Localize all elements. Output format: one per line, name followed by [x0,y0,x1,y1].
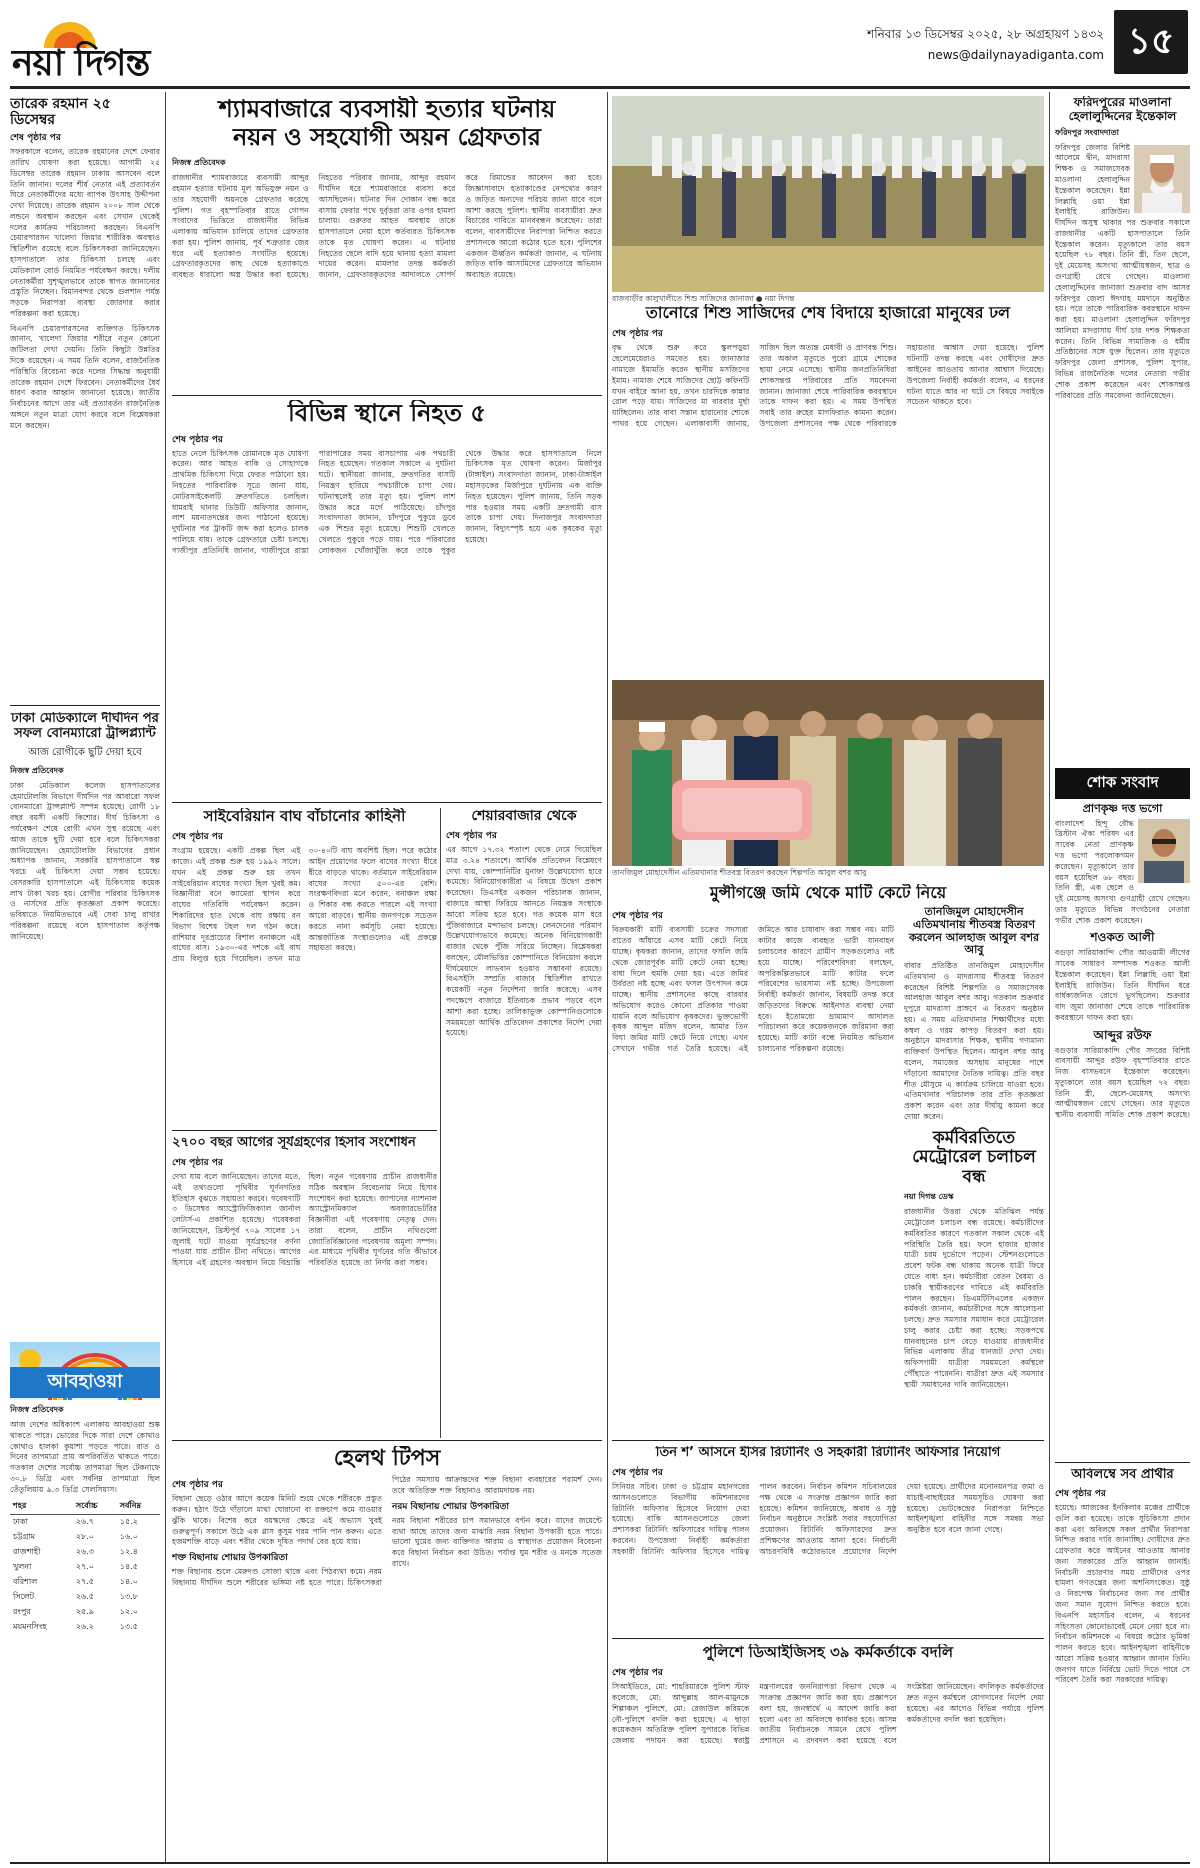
nihoto-headline[interactable]: বিভিন্ন স্থানে নিহত ৫ [288,400,486,427]
main-story [172,96,602,392]
shok-body-1: বাংলাদেশ হিন্দু বৌদ্ধ খ্রিস্টান ঐক্য পরিষদ এর সাবেক নেতা প্রাণকৃষ্ণ দত্ত ভগো পরলোকগমন করেছেন। মৃত্যুকালে তার বয়স হয়েছিল ৬৮ বছর। তিনি স্ত্রী, এক ছেলে ও দুই মেয়েসহ অসংখ্য গুণগ্রাহী রেখে গেছেন। তার মৃত্যুতে বিভিন্ন সংগঠনের নেতারা গভীর শোক প্রকাশ করেছেন। [1055,818,1190,925]
city-cell: ময়মনসিংহ [13,1622,47,1632]
max-cell: ২৭.৫ [75,1577,94,1587]
shok-name-1[interactable]: প্রাণকৃষ্ণ দত্ত ভগো [1082,802,1163,815]
munshiganj-text-col [612,906,894,1390]
site-link[interactable]: news@dailynayadiganta.com [927,48,1104,62]
tarek-continued: শেষ পৃষ্ঠার পর [10,133,61,144]
obilombe-headline[interactable]: অবিলম্বে সব প্রার্থীর [1071,1468,1174,1482]
tin-story [612,1446,1044,1634]
shishu-body: বৃদ্ধ থেকে শুরু করে স্কুলপড়ুয়া ছেলেমেয়েরাও সমবেত হয়। জানাজার নামাজে ইমামতি করেন স্থানীয় মসজিদের ইমাম। নামাজ শেষে সাজিদের ছোট্ট কফিনটি যখন বাইরে আনা হয়, তখন চারদিকে কান্নার রোল পড়ে যায়। সাজিদের মা বারবার মূর্ছা যাচ্ছিলেন। তার বাবা সন্তান হারানোর শোকে পাথর হয়ে গেছেন। এলাকাবাসী জানায়, সাজিদ ছিল অত্যন্ত মেধাবী ও প্রাণবন্ত শিশু। তার অকাল মৃত্যুতে পুরো গ্রামে শোকের ছায়া নেমে এসেছে। স্থানীয় জনপ্রতিনিধিরা শোকসন্তপ্ত পরিবারের প্রতি সমবেদনা জানান। জানাজা শেষে পারিবারিক কবরস্থানে তাকে দাফন করা হয়। এ সময় উপস্থিত সবাই তার রুহের মাগফিরাত কামনা করেন। উপজেলা প্রশাসনের পক্ষ থেকে পরিবারকে সহায়তার আশ্বাস দেয়া হয়েছে। পুলিশ ঘটনাটি তদন্ত করছে এবং দোষীদের দ্রুত আইনের আওতায় আনার আশ্বাস দিয়েছে। উপজেলা নির্বাহী কর্মকর্তা বলেন, এ ধরনের ঘটনা যাতে আর না ঘটে সে বিষয়ে সবাইকে সচেতন থাকতে হবে। [612,343,1044,428]
main-byline: নিজস্ব প্রতিবেদক [172,158,226,168]
divider [612,1638,1044,1639]
weather-table-head [10,1499,160,1515]
city-cell: চট্টগ্রাম [13,1532,36,1542]
health-body-3: নরম বিছানা শরীরের চাপ সমানভাবে বণ্টন করে। যাদের জয়েন্টে ব্যথা আছে তাদের জন্য মাঝারি নরম বিছানা উপকারী হতে পারে। ভালো ঘুমের জন্য ব্যক্তিগত আরাম ও স্বাস্থ্যগত প্রয়োজন বিবেচনা করে বিছানা নির্বাচন করা উচিত। পর্যাপ্ত ঘুম শরীর ও মনকে সতেজ রাখে। [392,1515,602,1568]
health-subhead-1: শক্ত বিছানায় শোয়ার উপকারিতা [172,1553,288,1564]
city-cell: বরিশাল [13,1577,38,1587]
police-body: সিআইডিতে, মো: শাহরিয়ারকে পুলিশ স্টাফ কলেজে, মো: আব্দুল্লাহ আল-মামুনকে শিল্পাঞ্চল পুলিশে, মো: রেজাউল করিমকে নৌ-পুলিশে বদলি করা হয়েছে। এ ছাড়া কয়েকজন অতিরিক্ত পুলিশ সুপারকে বিভিন্ন জেলায় পদায়ন করা হয়েছে। স্বরাষ্ট্র মন্ত্রণালয়ের জননিরাপত্তা বিভাগ থেকে এ সংক্রান্ত প্রজ্ঞাপন জারি করা হয়। প্রজ্ঞাপনে বলা হয়, জনস্বার্থে এ আদেশ জারি করা হলো এবং তা অবিলম্বে কার্যকর হবে। আসন্ন জাতীয় নির্বাচনকে সামনে রেখে পুলিশ প্রশাসনে এ রদবদল করা হয়েছে বলে সংশ্লিষ্টরা জানিয়েছেন। বদলিকৃত কর্মকর্তাদের দ্রুত নতুন কর্মস্থলে যোগদানের নির্দেশ দেয়া হয়েছে। এর আগেও বিভিন্ন পর্যায়ে পুলিশ কর্মকর্তাদের বদলি করা হয়েছিল। [612,1682,1044,1746]
etim-photo[interactable] [612,680,1044,866]
min-cell: ১২.৪ [119,1547,138,1557]
health-story [172,1446,602,1860]
police-headline[interactable]: পুলিশে ডিআইজিসহ ৩৯ কর্মকর্তাকে বদলি [702,1644,954,1661]
shok-portrait-1[interactable] [1138,819,1190,883]
column-divider [440,808,441,1438]
police-story [612,1644,1044,1860]
eclipse-story [172,1136,437,1436]
photo1-caption-text: রাজবাড়ীর কালুখালীতে শিশু সাজিদের জানাজা [612,294,754,303]
tiger-body: সংগ্রাম হয়েছে। একটি প্রকল্প ছিল এই কাজে। এই প্রকল্প শুরু হয় ১৯৯২ সালে। যখন এই প্রকল্প শুরু হয় তখন সাইবেরিয়ান বাঘের সংখ্যা ছিল খুবই কম। বিজ্ঞানীরা বনে ক্যামেরা স্থাপন করে বাঘের গতিবিধি পর্যবেক্ষণ করেন। শিকারিদের হাত থেকে বাঘ রক্ষায় বন বিভাগ বিশেষ টহল দল গঠন করে। রাশিয়ার দূরপ্রাচ্যের বিশাল বনাঞ্চলে এই বাঘের বাস। ১৯৩০-এর দশকে এই বাঘ প্রায় বিলুপ্ত হয়ে গিয়েছিল। তখন মাত্র ৩০-৪০টি বাঘ অবশিষ্ট ছিল। পরে কঠোর আইন প্রয়োগের ফলে বাঘের সংখ্যা ধীরে ধীরে বাড়তে থাকে। বর্তমানে সাইবেরিয়ান বাঘের সংখ্যা ৫০০-এর বেশি। সংরক্ষণবিদরা মনে করেন, বনাঞ্চল রক্ষা ও শিকার বন্ধ করতে পারলে এই সংখ্যা আরো বাড়বে। স্থানীয় জনগণকে সচেতন করতে নানা কর্মসূচি নেয়া হয়েছে। আন্তর্জাতিক সংস্থাগুলোও এই প্রকল্পে সহায়তা করছে। [172,846,437,964]
weather-col-min: সর্বনিম্ন [117,1499,160,1515]
metro-headline[interactable]: কর্মবিরতিতে মেট্রোরেল চলাচল বন্ধ [912,1127,1036,1187]
table-row [10,1605,160,1620]
dmch-body: ঢাকা মেডিক্যাল কলেজ হাসপাতালের হেমাটোলজি বিভাগে দীর্ঘদিন পর আবারো সফল বোনম্যারো ট্রান্সপ্ল্যান্ট সম্পন্ন হয়েছে। রোগী ১৮ বছর বয়সী একটি কিশোর। দীর্ঘ চিকিৎসা ও পর্যবেক্ষণ শেষে রোগী এখন সুস্থ রয়েছে এবং আজ তাকে ছুটি দেয়া হবে বলে চিকিৎসকরা জানিয়েছেন। হেমাটোলজি বিভাগের প্রধান অধ্যাপক জানান, সরকারি হাসপাতালে স্বল্প খরচে এই চিকিৎসা দেয়া সম্ভব হয়েছে। বেসরকারি হাসপাতালে এই চিকিৎসায় কয়েক লাখ টাকা খরচ হয়। রোগীর পরিবার চিকিৎসক ও নার্সদের প্রতি কৃতজ্ঞতা প্রকাশ করেছে। ভবিষ্যতে নিয়মিতভাবে এই সেবা চালু রাখার পরিকল্পনা রয়েছে বলে হাসপাতাল কর্তৃপক্ষ জানিয়েছে। [10,780,160,941]
obilombe-continued: শেষ পৃষ্ঠার পর [1055,1488,1106,1499]
health-body: বিছানা ছেড়ে ওঠার আগে কয়েক মিনিট শুয়ে থেকে শরীরকে প্রস্তুত করুন। হঠাৎ উঠে দাঁড়ালে মাথা ঘোরানো বা রক্তচাপ কমে যাওয়ার ঝুঁকি থাকে। বিশেষ করে বয়স্কদের ক্ষেত্রে এই অভ্যাস খুবই গুরুত্বপূর্ণ। সকালে উঠে এক গ্লাস কুসুম গরম পানি পান করুন। এতে হজমশক্তি বাড়ে এবং শরীর থেকে দূষিত পদার্থ বের হয়ে যায়। [172,1494,382,1547]
etim-col [904,906,1044,1390]
table-row [10,1560,160,1575]
column-divider [1049,92,1050,1862]
main-headline-line2[interactable]: নয়ন ও সহযোগী অয়ন গ্রেফতার [232,122,542,151]
nihoto-story [172,400,602,798]
weather-title: আবহাওয়া [10,1367,160,1398]
tarek-body: সফরকালে বলেন, তারেক রহমানের দেশে ফেরার তারিখ ঘোষণা করা হয়েছে। আগামী ২৫ ডিসেম্বর তারেক রহমান ঢাকায় আসবেন বলে তিনি জানান। দলের শীর্ষ নেতার এই প্রত্যাবর্তন ঘিরে নেতাকর্মীদের মধ্যে ব্যাপক উৎসাহ উদ্দীপনা দেখা দিয়েছে। তারেক রহমান ২০০৮ সাল থেকে লন্ডনে অবস্থান করছেন এবং সেখান থেকেই দলের কার্যক্রম পরিচালনা করছেন। বিএনপি চেয়ারপারসন খালেদা জিয়ার শারীরিক অবস্থাও স্থিতিশীল রয়েছে বলে চিকিৎসকরা জানিয়েছেন। হাসপাতালে তার চিকিৎসা চলছে এবং মেডিক্যাল বোর্ড নিয়মিত পর্যবেক্ষণ করছে। দলীয় নেতাকর্মীরা সুশৃঙ্খলভাবে তাকে স্বাগত জানানোর প্রস্তুতি নিচ্ছেন। বিমানবন্দর থেকে গুলশান পর্যন্ত সড়কে নিরাপত্তা ব্যবস্থা জোরদার করার পরিকল্পনা করা হয়েছে। [10,147,160,318]
blanket-distribution-image [612,680,1044,866]
eclipse-continued: শেষ পৃষ্ঠার পর [172,1157,223,1168]
tin-body: সিনিয়র সচিব। ঢাকা ও চট্টগ্রাম মহানগরের আসনগুলোতে বিভাগীয় কমিশনারদের রিটার্নিং অফিসার হিসেবে নিয়োগ দেয়া হয়েছে। বাকি আসনগুলোতে জেলা প্রশাসকরা রিটার্নিং অফিসারের দায়িত্ব পালন করবেন। উপজেলা নির্বাহী কর্মকর্তারা সহকারী রিটার্নিং অফিসার হিসেবে দায়িত্ব পালন করবেন। নির্বাচন কমিশন সচিবালয়ের পক্ষ থেকে এ সংক্রান্ত প্রজ্ঞাপন জারি করা হয়েছে। কমিশন জানিয়েছে, অবাধ ও সুষ্ঠু নির্বাচন অনুষ্ঠানে সংশ্লিষ্ট সবার সহযোগিতা প্রয়োজন। রিটার্নিং অফিসারদের দ্রুত প্রশিক্ষণের আওতায় আনা হবে। নির্বাচনী আচরণবিধি কঠোরভাবে প্রয়োগের নির্দেশ দেয়া হয়েছে। প্রার্থীদের মনোনয়নপত্র জমা ও যাচাই-বাছাইয়ের সময়সূচিও ঘোষণা করা হয়েছে। ভোটকেন্দ্রের নিরাপত্তা নিশ্চিতে আইনশৃঙ্খলা বাহিনীর সঙ্গে সমন্বয় সভা অনুষ্ঠিত হবে বলে জানা গেছে। [612,1481,1044,1556]
main-headline-line1[interactable]: শ্যামবাজারে ব্যবসায়ী হত্যার ঘটনায় [218,96,556,123]
eclipse-headline[interactable]: ২৭০০ বছর আগের সূর্যগ্রহণের হিসাব সংশোধন [172,1136,416,1150]
weather-table [10,1499,160,1635]
col1-dmch [10,712,160,1337]
main-body: রাজধানীর শ্যামবাজারে ব্যবসায়ী আব্দুর রহমান হত্যার ঘটনায় মূল অভিযুক্ত নয়ন ও তার সহযোগী অয়নকে গ্রেফতার করেছে পুলিশ। গত বৃহস্পতিবার রাতে গোপন সংবাদের ভিত্তিতে রাজধানীর বিভিন্ন এলাকায় অভিযান চালিয়ে তাদের গ্রেফতার করা হয়। পুলিশ জানায়, পূর্ব শত্রুতার জের ধরে এই হত্যাকাণ্ড সংঘটিত হয়েছে। গ্রেফতারকৃতদের কাছ থেকে হত্যাকাণ্ডে ব্যবহৃত ধারালো অস্ত্র উদ্ধার করা হয়েছে। নিহতের পরিবার জানায়, আব্দুর রহমান দীর্ঘদিন ধরে শ্যামবাজারে ব্যবসা করে আসছিলেন। ঘটনার দিন দোকান বন্ধ করে বাসায় ফেরার পথে দুর্বৃত্তরা তার ওপর হামলা চালায়। গুরুতর আহত অবস্থায় তাকে হাসপাতালে নেয়া হলে কর্তব্যরত চিকিৎসক তাকে মৃত ঘোষণা করেন। এ ঘটনায় নিহতের ছেলে বাদি হয়ে থানায় হত্যা মামলা দায়ের করেন। মামলার তদন্ত কর্মকর্তা জানান, গ্রেফতারকৃতদের আদালতে সোপর্দ করে রিমান্ডের আবেদন করা হবে। জিজ্ঞাসাবাদে হত্যাকাণ্ডের নেপথ্যের কারণ ও জড়িত অন্যদের পরিচয় জানা যাবে বলে আশা করছে পুলিশ। স্থানীয় ব্যবসায়ীরা দ্রুত বিচারের দাবিতে মানববন্ধন করেছেন। তারা বলেন, ব্যবসায়ীদের নিরাপত্তা নিশ্চিত করতে প্রশাসনকে আরো কঠোর হতে হবে। পুলিশের একজন ঊর্ধ্বতন কর্মকর্তা জানান, এ ঘটনায় জড়িত বাকি আসামিদের গ্রেফতারে অভিযান অব্যাহত রয়েছে। [172,173,602,280]
person-portrait-image [1134,145,1190,213]
tarek-headline[interactable]: তারেক রহমান ২৫ ডিসেম্বর [10,96,111,129]
min-cell: ১৩.৮ [119,1592,138,1602]
tarek-body-2: বিএনপি চেয়ারপারসনের ব্যক্তিগত চিকিৎসক জানান, খালেদা জিয়ার শরীরে নতুন কোনো জটিলতা দেখা দেয়নি। তিনি কিছুটা উন্নতির দিকে রয়েছেন। এ সময় তিনি বলেন, রাজনৈতিক পরিস্থিতি বিবেচনা করে দলের সিদ্ধান্ত অনুযায়ী তারেক রহমান দেশে ফিরবেন। নেতাকর্মীদের ধৈর্য ধারণ করার আহ্বান জানানো হয়েছে। জাতীয় নির্বাচনের আগে তার এই প্রত্যাবর্তন রাজনৈতিক অঙ্গনে নতুন মাত্রা যোগ করবে বলে বিশ্লেষকরা মনে করছেন। [10,323,160,430]
tiger-continued: শেষ পৃষ্ঠার পর [172,832,223,843]
city-cell: সিলেট [13,1592,35,1602]
shok-name-2[interactable]: শওকত আলী [1090,930,1155,945]
min-cell: ১৩.৫ [119,1622,138,1632]
nihoto-continued: শেষ পৃষ্ঠার পর [172,434,223,445]
max-cell: ২৫.৯ [75,1607,94,1617]
obilombe-story [1055,1468,1190,1860]
shok-body-2: বগুড়া সারিয়াকান্দি পৌর আওয়ামী লীগের সাবেক সাধারণ সম্পাদক শওকত আলী ইন্তেকাল করেছেন। ইন্না লিল্লাহি ওয়া ইন্না ইলাইহি রাজিউন। তিনি দীর্ঘদিন ধরে বার্ধক্যজনিত রোগে ভুগছিলেন। শুক্রবার বাদ জুমা জানাজা শেষে তাকে পারিবারিক কবরস্থানে দাফন করা হয়। [1055,948,1190,1022]
city-cell: রাজশাহী [13,1547,41,1557]
max-cell: ২৬.৭ [75,1517,94,1527]
tiger-story [172,808,437,1126]
weather-box [10,1342,160,1860]
col1-tarek [10,96,160,701]
janaja-photo[interactable] [612,96,1044,292]
weather-byline: নিজস্ব প্রতিবেদক [10,1405,64,1414]
shok-name-3[interactable]: আব্দুর রউফ [1093,1027,1152,1042]
munshiganj-headline[interactable]: মুন্সীগঞ্জে জমি থেকে মাটি কেটে নিয়ে [709,884,947,902]
divider [172,1130,437,1131]
weather-banner [10,1342,160,1400]
divider [612,1440,1044,1441]
metro-body: রাজধানীর উত্তরা থেকে মতিঝিল পর্যন্ত মেট্রোরেল চলাচল বন্ধ রয়েছে। কর্মচারীদের কর্মবিরতির কারণে গতকাল সকাল থেকে এই পরিস্থিতি তৈরি হয়। ফলে হাজার হাজার যাত্রী চরম দুর্ভোগে পড়েন। স্টেশনগুলোতে প্রবেশ ফটক বন্ধ থাকায় অনেক যাত্রী ফিরে যেতে বাধ্য হন। কর্মচারীরা বেতন বৈষম্য ও চাকরি স্থায়ীকরণের দাবিতে এই কর্মবিরতি পালন করছেন। ডিএমটিসিএলের একজন কর্মকর্তা জানান, কর্মচারীদের সঙ্গে আলোচনা চলছে। দ্রুত সমস্যার সমাধান করে মেট্রোরেল চালু করার চেষ্টা করা হচ্ছে। সড়কপথে যানবাহনের চাপ বেড়ে যাওয়ায় রাজধানীর বিভিন্ন এলাকায় তীব্র যানজট দেখা দেয়। অফিসগামী যাত্রীরা সময়মতো কর্মস্থলে পৌঁছাতে পারেননি। যাত্রীরা দ্রুত এই সমস্যার স্থায়ী সমাধানের দাবি জানিয়েছেন। [904,1207,1044,1389]
etim-headline[interactable]: তানজিমুল মোহাদেসীন এতিমখানায় শীতবস্ত্র বিতরণ করলেন আলহাজ আবুল বশর আবু [908,905,1040,957]
share-story [446,808,602,1436]
faridpur-headline[interactable]: ফরিদপুরের মাওলানা হেলালুদ্দিনের ইন্তেকাল [1068,96,1177,123]
shishu-continued: শেষ পৃষ্ঠার পর [612,329,663,340]
tin-continued: শেষ পৃষ্ঠার পর [612,1467,663,1478]
logo-text: নয়া দিগন্ত [12,43,150,84]
divider [172,1440,602,1441]
metro-byline: নয়া দিগন্ত ডেস্ক [904,1192,954,1202]
person-portrait-image [1138,819,1190,883]
min-cell: ১৬.০ [119,1532,138,1542]
faridpur-body: ফরিদপুর জেলার বিশিষ্ট আলেমে দ্বীন, মাদরাসা শিক্ষক ও সমাজসেবক মাওলানা হেলালুদ্দিন ইন্তেকাল করেছেন। ইন্না লিল্লাহি ওয়া ইন্না ইলাইহি রাজিউন। দীর্ঘদিন অসুস্থ থাকার পর শুক্রবার সকালে রাজধানীর একটি হাসপাতালে তিনি ইন্তেকাল করেন। মৃত্যুকালে তার বয়স হয়েছিল ৭৮ বছর। তিনি স্ত্রী, তিন ছেলে, দুই মেয়েসহ অসংখ্য আত্মীয়স্বজন, ছাত্র ও গুণগ্রাহী রেখে গেছেন। মাওলানা হেলালুদ্দিনের জানাজা শুক্রবার বাদ আসর ফরিদপুর জেলা ঈদগাহ ময়দানে অনুষ্ঠিত হয়। পরে তাকে পারিবারিক কবরস্থানে দাফন করা হয়। মাওলানা হেলালুদ্দিন ফরিদপুর আলিয়া মাদরাসায় দীর্ঘ চার দশক শিক্ষকতা করেন। তিনি বিভিন্ন সামাজিক ও ধর্মীয় প্রতিষ্ঠানের সঙ্গে যুক্ত ছিলেন। তার মৃত্যুতে ফরিদপুর জেলা প্রশাসক, পুলিশ সুপার, বিভিন্ন রাজনৈতিক দলের নেতারা গভীর শোক প্রকাশ করেছেন এবং শোকসন্তপ্ত পরিবারের প্রতি সমবেদনা জানিয়েছেন। [1055,142,1190,400]
photo1-caption: রাজবাড়ীর কালুখালীতে শিশু সাজিদের জানাজা ● নয়া দিগন্ত [612,294,795,303]
date-line: শনিবার ১৩ ডিসেম্বর ২০২৫, ২৮ অগ্রহায়ণ ১৪৩২ [867,27,1104,41]
nihoto-body: হাতে নেলে চিকিৎসক রোমানকে মৃত ঘোষণা করেন। আর আহত বাকি ও সোহাগকে প্রাথমিক চিকিৎসা দিয়ে ফেরত পাঠানো হয়। নিহতের পারিবারিক সূত্রে জানা যায়, মোটরসাইকেলটি দ্রুতগতিতে চলছিল। ধামরাই থানার ডিউটি অফিসার জানান, লাশ ময়নাতদন্তের জন্য পাঠানো হয়েছে। দুর্ঘটনার পর ট্রাকটি জব্দ করা হলেও চালক পালিয়ে যায়। তাকে গ্রেফতারে চেষ্টা চলছে। গাজীপুর প্রতিনিধি জানান, গাজীপুরে রাস্তা পারাপারের সময় বাসচাপায় এক পথচারী নিহত হয়েছেন। গতকাল সকালে এ দুর্ঘটনা ঘটে। স্থানীয়রা জানায়, দ্রুতগতির বাসটি নিয়ন্ত্রণ হারিয়ে পথচারীকে চাপা দেয়। ঘটনাস্থলেই তার মৃত্যু হয়। পুলিশ লাশ উদ্ধার করে মর্গে পাঠিয়েছে। চাঁদপুর সংবাদদাতা জানান, চাঁদপুরে পুকুরে ডুবে এক শিশুর মৃত্যু হয়েছে। শিশুটি খেলতে খেলতে পুকুরে পড়ে যায়। পরে পরিবারের লোকজন খোঁজাখুঁজি করে তাকে পুকুর থেকে উদ্ধার করে হাসপাতালে নিলে চিকিৎসক মৃত ঘোষণা করেন। মির্জাপুর (টাঙ্গাইল) সংবাদদাতা জানান, ঢাকা-টাঙ্গাইল মহাসড়কের মির্জাপুরে দুর্ঘটনায় এক ব্যক্তি নিহত হয়েছেন। পুলিশ জানায়, তিনি সড়ক পার হওয়ার সময় একটি দ্রুতগামী বাস তাকে চাপা দেয়। দিনাজপুর সংবাদদাতা জানান, বিদ্যুৎস্পৃষ্ট হয়ে এক কৃষকের মৃত্যু হয়েছে। [172,448,602,555]
max-cell: ২৬.৫ [75,1592,94,1602]
divider [172,802,602,803]
tiger-headline[interactable]: সাইবেরিয়ান বাঘ বাঁচানোর কাহিনী [203,808,406,825]
newspaper-logo[interactable] [12,18,222,84]
faridpur-story [1055,96,1190,764]
photo2-caption: তানজিমুল মোহাদেসীন এতিমখানার শীতবস্ত্র বিতরণ করছেন শিল্পপতি আবুল বশর আবু [612,868,867,877]
divider [10,705,160,706]
munshiganj-story [612,884,1044,1436]
min-cell: ১৪.০ [119,1577,138,1587]
max-cell: ২৬.৩ [75,1547,94,1557]
share-continued: শেষ পৃষ্ঠার পর [446,831,497,842]
city-cell: খুলনা [13,1562,32,1572]
max-cell: ২৭.০ [75,1562,94,1572]
divider [1055,1462,1190,1463]
faridpur-byline: ফরিদপুর সংবাদদাতা [1055,127,1119,137]
masthead-rule [10,86,1190,89]
city-cell: রংপুর [13,1607,31,1617]
photo1-credit: নয়া দিগন্ত [764,294,795,303]
weather-body: আজ দেশের অধিকাংশ এলাকায় আবহাওয়া শুষ্ক থাকতে পারে। ভোরের দিকে সারা দেশে কোথাও কোথাও হালকা কুয়াশা পড়তে পারে। রাত ও দিনের তাপমাত্রা প্রায় অপরিবর্তিত থাকতে পারে। গতকাল দেশের সর্বোচ্চ তাপমাত্রা ছিল টেকনাফে ৩০.৮ ডিগ্রি এবং সর্বনিম্ন তাপমাত্রা ছিল তেঁতুলিয়ায় ৯.৩ ডিগ্রি সেলসিয়াস। [10,1420,160,1494]
shok-box [1055,768,1190,1458]
min-cell: ১৪.৫ [119,1562,138,1572]
health-headline[interactable]: হেলথ টিপস [333,1446,441,1471]
shishu-story [612,304,1044,676]
weather-col-max: সর্বোচ্চ [73,1499,117,1515]
obilombe-body: হয়েছে। আজকের ইনকিলাব মঞ্চের প্রার্থীকে গুলি করা হয়েছে। তাকে সুচিকিৎসা প্রদান করা এবং অবিলম্বে সকল প্রার্থীর নিরাপত্তা নিশ্চিত করার দাবি জানাচ্ছি। দোষীদের দ্রুত গ্রেফতার করে আইনের আওতায় আনার জন্য সরকারের প্রতি আহ্বান জানাই। নির্বাচনী প্রচারণার সময় প্রার্থীদের ওপর হামলা গণতন্ত্রের জন্য অশনিসংকেত। সুষ্ঠু ও নিরপেক্ষ নির্বাচনের জন্য সব প্রার্থীর জন্য সমান সুযোগ নিশ্চিত করতে হবে। বিএনপি মহাসচিব বলেন, এ ধরনের সহিংসতা কোনোভাবেই মেনে নেয়া হবে না। নির্বাচন কমিশনকে এ বিষয়ে কঠোর ভূমিকা পালন করতে হবে। আইনশৃঙ্খলা বাহিনীকে আরো সক্রিয় হওয়ার আহ্বান জানান তিনি। জনগণ যাতে নির্বিঘ্নে ভোট দিতে পারে সে পরিবেশ তৈরি করা সরকারের দায়িত্ব। [1055,1502,1190,1685]
footer-rule [10,1862,1190,1864]
dmch-subhead: আজ রোগীকে ছুটি দেয়া হবে [28,746,142,758]
table-row [10,1515,160,1531]
table-row [10,1545,160,1560]
min-cell: ১৫.২ [119,1517,138,1527]
etim-body: বাবার প্রতিষ্ঠিত তানজিমুল মোহাদেসীন এতিমখানা ও মাদরাসায় শীতবস্ত্র বিতরণ করেছেন বিশিষ্ট শিল্পপতি ও সমাজসেবক আলহাজ আবুল বশর আবু। গতকাল শুক্রবার দুপুরে মাদরাসা প্রাঙ্গণে এ বিতরণ অনুষ্ঠান হয়। এ সময় এতিমখানার শিক্ষার্থীদের মধ্যে কম্বল ও গরম কাপড় বিতরণ করা হয়। অনুষ্ঠানে মাদরাসার শিক্ষক, স্থানীয় গণ্যমান্য ব্যক্তিবর্গ উপস্থিত ছিলেন। আবুল বশর আবু বলেন, সমাজের অসহায় মানুষের পাশে দাঁড়ানো আমাদের নৈতিক দায়িত্ব। প্রতি বছর শীত মৌসুমে এ কার্যক্রম চালিয়ে যাওয়া হবে। এতিমখানার পরিচালক তার প্রতি কৃতজ্ঞতা প্রকাশ করেন এবং তার দীর্ঘায়ু কামনা করে দোয়া করেন। [904,960,1044,1121]
column-divider [607,92,608,1862]
weather-col-city: শহর [10,1499,73,1515]
tin-headline[interactable]: তিন শ’ আসনে ইসির রিটার্নিং ও সহকারী রিটার্নিং অফিসার নিয়োগ [655,1446,1001,1460]
min-cell: ১২.০ [119,1607,138,1617]
dmch-byline: নিজস্ব প্রতিবেদক [10,765,64,775]
max-cell: ২৮.০ [75,1532,94,1542]
city-cell: ঢাকা [13,1517,28,1527]
divider [172,395,602,396]
shok-body-3: বগুড়ার সারিয়াকান্দি পৌর সদরের বিশিষ্ট ব্যবসায়ী আব্দুর রউফ বৃহস্পতিবার রাতে নিজ বাসভবনে ইন্তেকাল করেছেন। মৃত্যুকালে তার বয়স হয়েছিল ৭২ বছর। তিনি স্ত্রী, ছেলে-মেয়েসহ অসংখ্য আত্মীয়স্বজন রেখে গেছেন। তার মৃত্যুতে স্থানীয় ব্যবসায়ী সমিতি শোক প্রকাশ করেছে। [1055,1045,1190,1120]
masthead [0,0,1200,86]
share-headline[interactable]: শেয়ারবাজার থেকে [471,808,577,824]
munshiganj-body: বিক্রয়কারী মাটি ব্যবসায়ী চক্রের সদস্যরা রাতের আঁধারে এসব মাটি কেটে নিয়ে যাচ্ছে। কৃষকরা জানান, তাদের ফসলি জমি থেকে জোরপূর্বক মাটি কেটে নেয়া হচ্ছে। বাধা দিলে হুমকি দেয়া হয়। এতে জমির উর্বরতা নষ্ট হচ্ছে এবং ফসল উৎপাদন কমে যাচ্ছে। স্থানীয় প্রশাসনের কাছে বারবার অভিযোগ করেও কোনো প্রতিকার পাওয়া যায়নি বলে অভিযোগ কৃষকদের। ভুক্তভোগী কৃষক আব্দুল মজিদ বলেন, আমার তিন বিঘা জমির মাটি কেটে নিয়ে গেছে। এখন সেখানে গভীর গর্ত তৈরি হয়েছে। এই জমিতে আর চাষাবাদ করা সম্ভব নয়। মাটি কাটার কাজে ব্যবহৃত ভারী যানবাহন চলাচলের কারণে গ্রামীণ সড়কগুলোও নষ্ট হয়ে যাচ্ছে। পরিবেশবিদরা বলছেন, অপরিকল্পিতভাবে মাটি কাটার ফলে পরিবেশের ভারসাম্য নষ্ট হচ্ছে। উপজেলা নির্বাহী কর্মকর্তা জানান, বিষয়টি তদন্ত করে জড়িতদের বিরুদ্ধে আইনগত ব্যবস্থা নেয়া হবে। ইতোমধ্যে ভ্রাম্যমাণ আদালত পরিচালনা করে কয়েকজনকে জরিমানা করা হয়েছে। মাটি কাটা বন্ধে নিয়মিত অভিযান চালানোর পরিকল্পনা রয়েছে। [612,925,894,1053]
health-columns [172,1475,602,1588]
police-continued: শেষ পৃষ্ঠার পর [612,1668,663,1679]
table-row [10,1620,160,1635]
page-number: ১৫ [1114,10,1188,74]
portrait-photo[interactable] [1134,145,1190,213]
table-row [10,1530,160,1545]
munshiganj-continued: শেষ পৃষ্ঠার পর [612,911,663,922]
shishu-headline[interactable]: তানোরে শিশু সাজিদের শেষ বিদায়ে হাজারো মানুষের ঢল [645,304,1011,322]
table-row [10,1575,160,1590]
munshiganj-layout [612,906,1044,1390]
table-row [10,1590,160,1605]
dmch-headline[interactable]: ঢাকা মেডিক্যালে দীর্ঘদিন পর সফল বোনম্যারো ট্রান্সপ্ল্যান্ট [11,712,159,741]
funeral-crowd-image [612,96,1044,292]
health-continued: শেষ পৃষ্ঠার পর [172,1480,223,1491]
max-cell: ২৬.২ [75,1622,94,1632]
shok-title: শোক সংবাদ [1055,768,1190,799]
health-subhead-2: নরম বিছানায় শোয়ার উপকারিতা [392,1501,510,1512]
column-divider [165,92,166,1862]
health-body-2: শক্ত বিছানায় শুলে মেরুদণ্ড সোজা থাকে এবং পিঠব্যথা কমে। নরম বিছানায় দীর্ঘদিন শুলে শরীরের ভঙ্গিমা নষ্ট হতে পারে। চিকিৎসকরা পিঠের সমস্যায় আক্রান্তদের শক্ত বিছানা ব্যবহারের পরামর্শ দেন। তবে অতিরিক্ত শক্ত বিছানাও আরামদায়ক নয়। [172,1475,602,1587]
eclipse-body: দেখা যায় বলে জানিয়েছেন। তাদের মতে, এই তথ্যগুলো পৃথিবীর ঘূর্ণনগতির ইতিহাস বুঝতে সহায়তা করবে। গবেষণাটি ৩ ডিসেম্বর অ্যাস্ট্রোফিজিক্যাল জার্নাল লেটার্স-এ প্রকাশিত হয়েছে। গবেষকরা জানিয়েছেন, খ্রিস্টপূর্ব ৭০৯ সালের ১৭ জুলাই ঘটে যাওয়া সূর্যগ্রহণের বর্ণনা পাওয়া যায় প্রাচীন চীনা নথিতে। আগের হিসাবে এই গ্রহণের অবস্থান নিয়ে বিভ্রান্তি ছিল। নতুন গবেষণায় প্রাচীন রাজধানীর সঠিক অবস্থান বিবেচনায় নিয়ে হিসাব সংশোধন করা হয়েছে। জাপানের ন্যাশনাল অ্যাস্ট্রোনমিক্যাল অবজারভেটরির বিজ্ঞানীরা এই গবেষণায় নেতৃত্ব দেন। তারা বলেন, প্রাচীন নথিগুলো জ্যোতির্বিজ্ঞানের গবেষণায় অমূল্য সম্পদ। এর মাধ্যমে পৃথিবীর ঘূর্ণনের গতি কীভাবে পরিবর্তিত হয়েছে তা নির্ণয় করা সম্ভব। [172,1171,437,1268]
share-body: এর আগে ১৭.৩২ শতাংশ থেকে নেমে গিয়েছিল মাত্র ৩.২৪ শতাংশে। আর্থিক প্রতিবেদন বিশ্লেষণে দেখা যায়, কোম্পানিটির মুনাফা উল্লেখযোগ্য হারে কমেছে। বিনিয়োগকারীরা এ বিষয়ে উদ্বেগ প্রকাশ করেছেন। ডিএসইর একজন পরিচালক জানান, বাজারে আস্থা ফিরিয়ে আনতে নিয়ন্ত্রক সংস্থাকে আরো সক্রিয় হতে হবে। গত কয়েক মাস ধরে পুঁজিবাজারে মন্দাভাব চলছে। লেনদেনের পরিমাণ উল্লেখযোগ্যভাবে কমেছে। অনেক বিনিয়োগকারী বাজার থেকে পুঁজি সরিয়ে নিচ্ছেন। বিশ্লেষকরা বলছেন, মৌলভিত্তির কোম্পানিতে বিনিয়োগ করলে দীর্ঘমেয়াদে লাভবান হওয়ার সম্ভাবনা রয়েছে। বিএসইসি সম্প্রতি বাজার স্থিতিশীল রাখতে কয়েকটি নতুন নির্দেশনা জারি করেছে। এসব পদক্ষেপে বাজারে ইতিবাচক প্রভাব পড়বে বলে আশা করা হচ্ছে। তালিকাভুক্ত কোম্পানিগুলোকে সময়মতো আর্থিক প্রতিবেদন প্রকাশের নির্দেশ দেয়া হয়েছে। [446,845,602,1038]
